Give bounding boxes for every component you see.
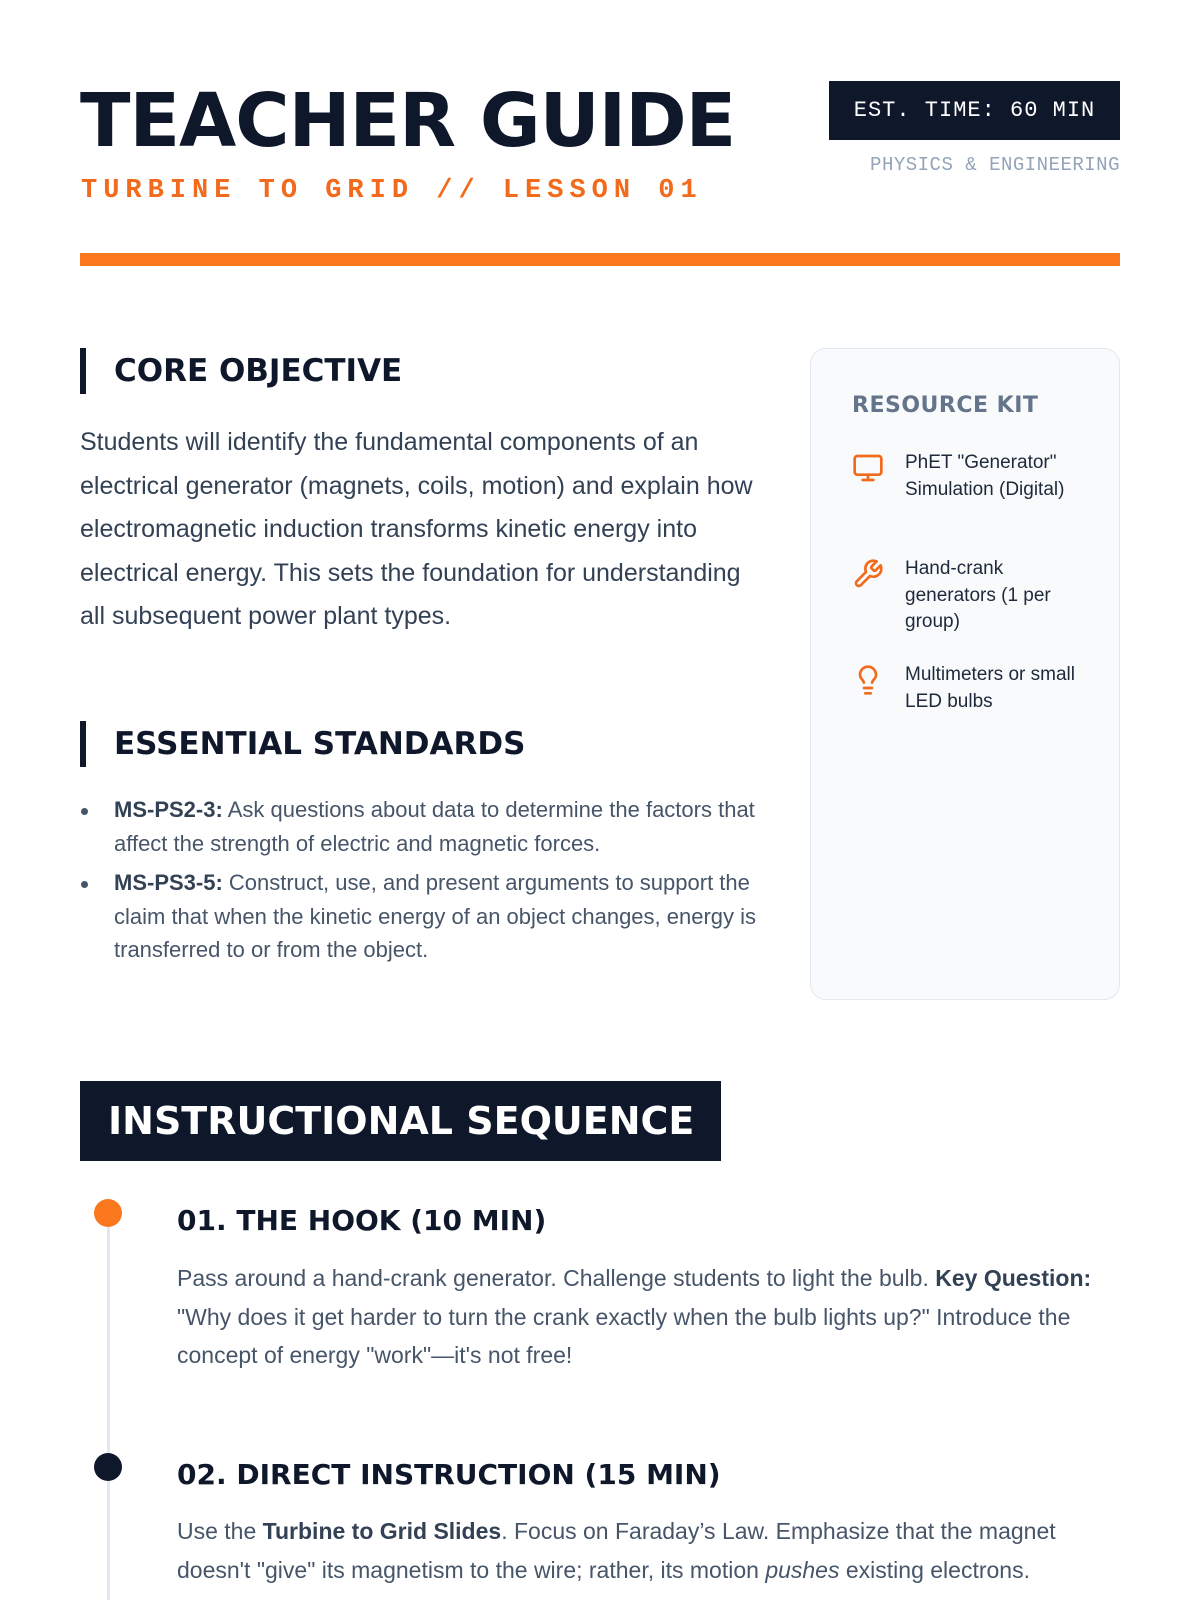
step-title: 01. THE HOOK (10 MIN): [177, 1204, 547, 1237]
resource-kit-title: RESOURCE KIT: [852, 393, 1039, 418]
time-badge: EST. TIME: 60 MIN: [829, 81, 1120, 140]
step-emphasis: pushes: [765, 1556, 840, 1583]
standard-item: [80, 866, 760, 967]
key-question-text: "Why does it get harder to turn the crank exactly when the bulb lights up?" Introduce the concept of energy "work"—it's not free!: [177, 1303, 1071, 1368]
standards-heading: ESSENTIAL STANDARDS: [80, 721, 525, 767]
standard-item: [80, 793, 760, 860]
core-objective-text: Students will identify the fundamental components of an electrical generator (magnets, coils, motion) and explain how electromagnetic induction transforms kinetic energy into electrical energy. This sets the foundation for understanding all subsequent power plant types.: [80, 428, 753, 630]
timeline-line: [107, 1210, 110, 1600]
standard-code: MS-PS3-5:: [114, 870, 223, 895]
standards-list: [80, 793, 760, 973]
timeline-dot: [94, 1453, 122, 1481]
header-divider: [80, 253, 1120, 266]
slides-reference: Turbine to Grid Slides: [262, 1518, 502, 1544]
resource-item-label: Hand-crank generators (1 per group): [905, 558, 1051, 632]
step-description: [177, 1512, 1122, 1589]
lightbulb-icon: [852, 664, 884, 696]
resource-item-label: PhET "Generator" Simulation (Digital): [905, 452, 1065, 500]
timeline-dot-active: [94, 1199, 122, 1227]
wrench-icon: [852, 558, 884, 590]
monitor-icon: [852, 452, 884, 484]
step-text-end: existing electrons.: [839, 1556, 1030, 1583]
standard-code: MS-PS2-3:: [114, 797, 223, 822]
step-title: 02. DIRECT INSTRUCTION (15 MIN): [177, 1458, 721, 1491]
step-intro: Pass around a hand-crank generator. Challenge students to light the bulb.: [177, 1265, 936, 1291]
core-objective-heading: CORE OBJECTIVE: [80, 348, 402, 394]
standard-text: Construct, use, and present arguments to support the claim that when the kinetic energy of an object changes, energy is transferred to or from the object.: [114, 870, 757, 962]
discipline-label: PHYSICS & ENGINEERING: [870, 154, 1120, 176]
key-question-label: Key Question:: [935, 1265, 1092, 1291]
resource-item-label: Multimeters or small LED bulbs: [905, 664, 1075, 712]
resource-kit-card: [810, 348, 1120, 1000]
standard-text: Ask questions about data to determine the factors that affect the strength of electric and magnetic forces.: [114, 797, 755, 856]
step-text: . Focus on Faraday’s Law. Emphasize that the magnet doesn't "give" its magnetism to the wire; rather, its motion: [177, 1518, 1056, 1583]
instructional-sequence-heading: INSTRUCTIONAL SEQUENCE: [80, 1081, 721, 1161]
step-description: [177, 1259, 1122, 1375]
step-intro: Use the: [177, 1518, 263, 1544]
page-title: TEACHER GUIDE: [80, 78, 736, 164]
lesson-subtitle: TURBINE TO GRID // LESSON 01: [81, 176, 703, 206]
